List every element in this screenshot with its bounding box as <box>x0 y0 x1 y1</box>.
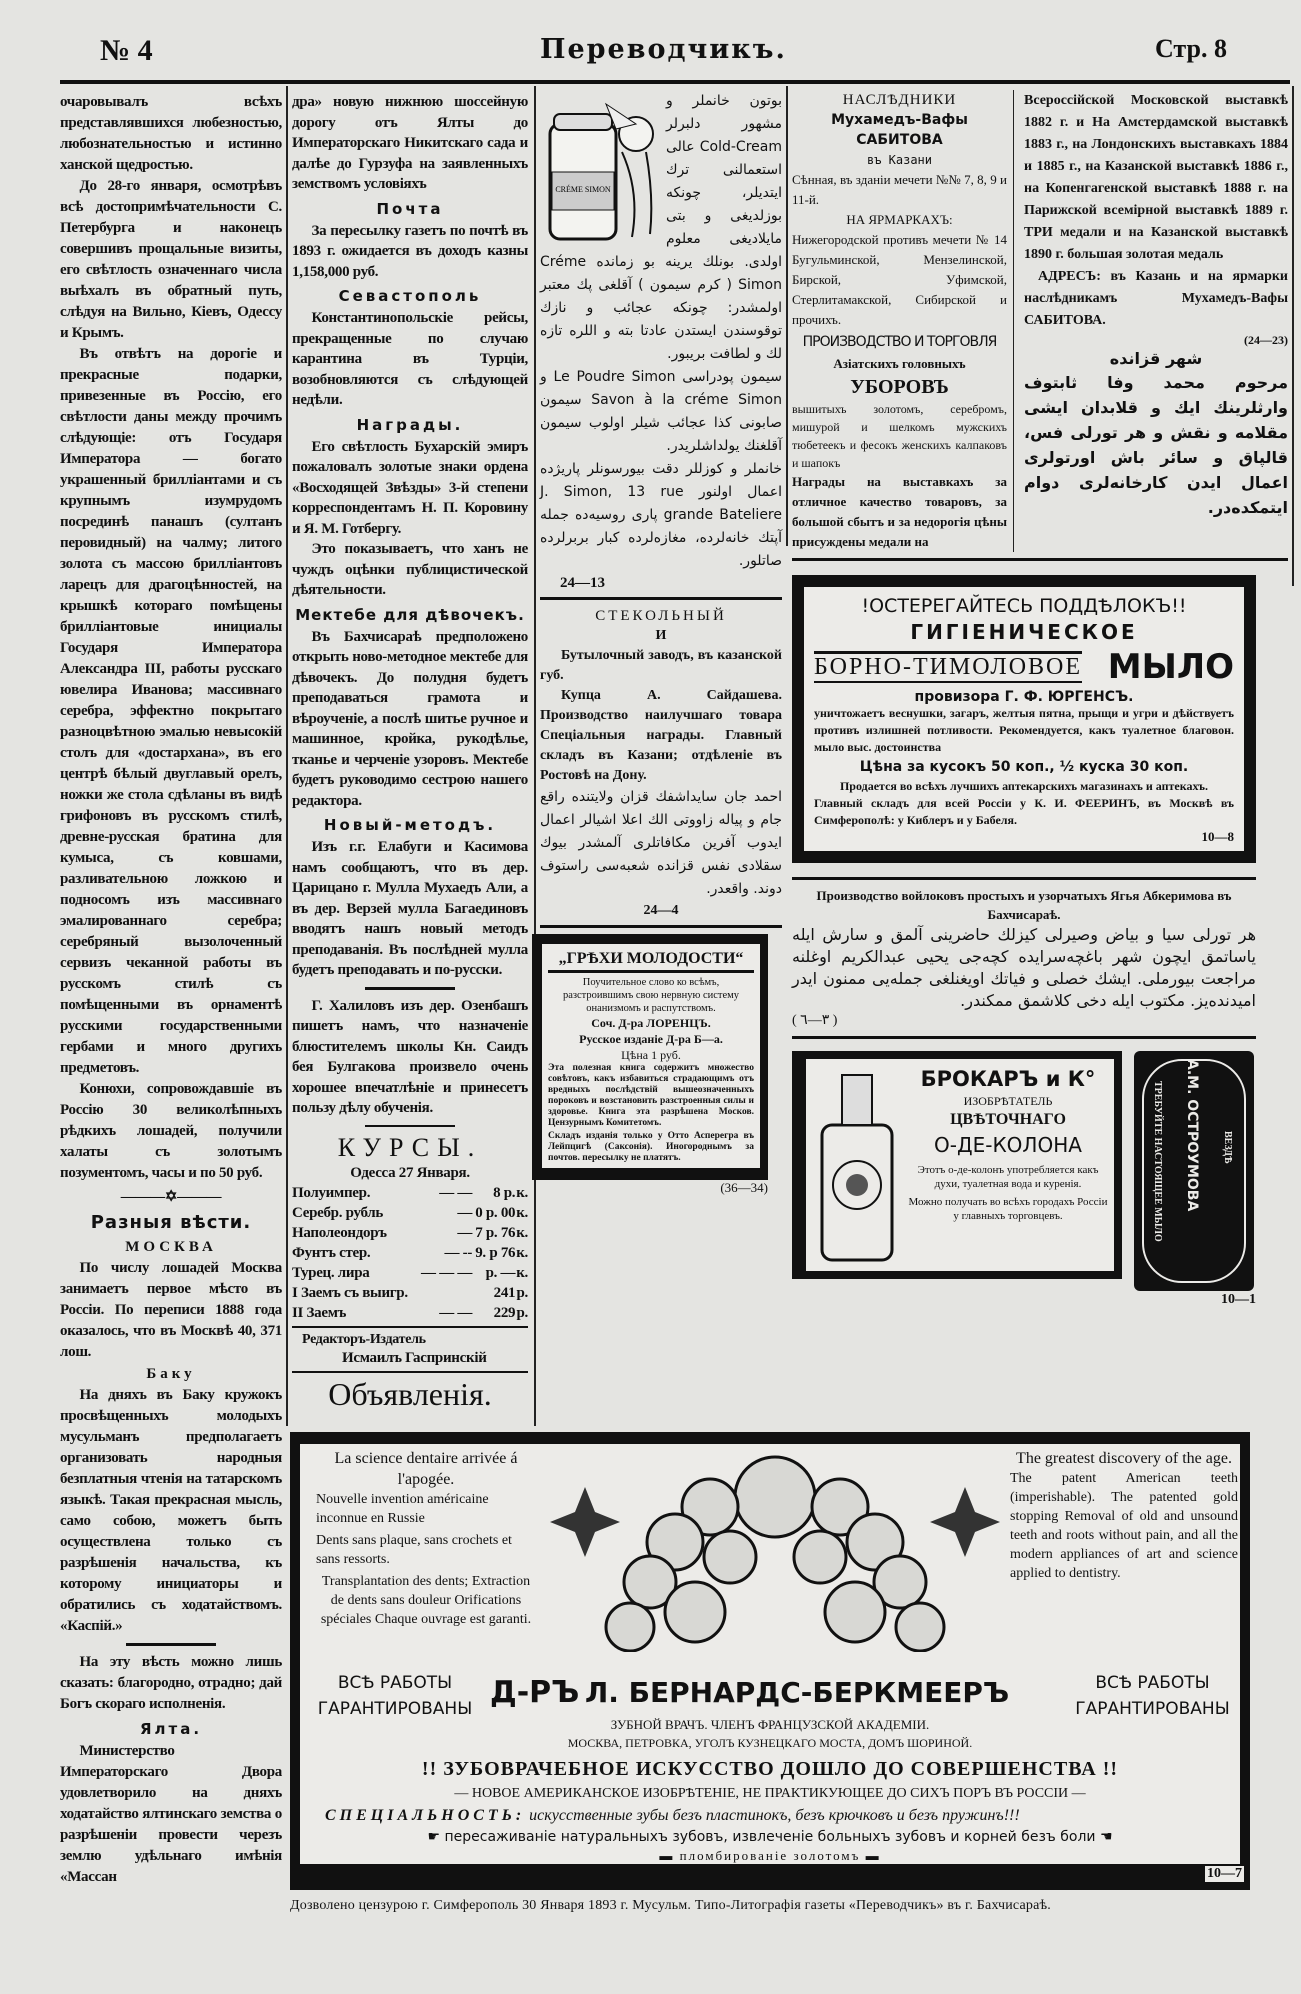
glass-title: СТЕКОЛЬНЫЙ <box>595 608 727 624</box>
rate-row <box>292 1223 528 1243</box>
censorship-footer: Дозволено цензурою г. Симферополь 30 Января 1893 г. Мусульм. Типо-Литографія газеты «Переводчикъ» въ г. Бахчисараѣ. <box>290 1898 1051 1913</box>
medal <box>665 1582 725 1642</box>
guarantee-right: ВСѢ РАБОТЫ ГАРАНТИРОВАНЫ <box>1075 1673 1230 1719</box>
soap-sold: Продается во всѣхъ лучшихъ аптекарскихъ магазинахъ и аптекахъ. <box>839 779 1209 793</box>
ad-code: (36—34) <box>720 1180 768 1195</box>
sabitov-address-line: АДРЕСЪ: въ Казань и на ярмарки наслѣдникамъ Мухамедъ-Вафы САБИТОВА. <box>1024 269 1288 328</box>
soap-warning: !ОСТЕРЕГАЙТЕСЬ ПОДДѢЛОКЪ!! <box>861 595 1187 617</box>
rates-date: Одесса 27 Января. <box>350 1164 470 1181</box>
rate-name: Наполеондоръ <box>292 1225 387 1241</box>
heading-sevastopol: Севастополь <box>338 287 482 305</box>
felt-ad <box>792 886 1256 1030</box>
french-line: Dents sans plaque, sans crochets et sans ressorts. <box>316 1533 512 1567</box>
divider <box>792 1036 1256 1039</box>
rate-name: Серебр. рубль <box>292 1205 384 1221</box>
specialty-label: СПЕЦІАЛЬНОСТЬ: <box>325 1807 526 1824</box>
felt-title: Производство войлоковъ простыхъ и узорчатыхъ Ягья Абкеримова въ Бахчисараѣ. <box>816 888 1232 922</box>
subheading-baku: Баку <box>146 1366 196 1382</box>
rate-unit: к. <box>516 1185 528 1201</box>
rate-unit: к. <box>516 1225 528 1241</box>
sabitov-hats: УБОРОВЪ <box>850 376 949 398</box>
rate-unit: к. <box>516 1245 528 1261</box>
divider <box>792 558 1288 561</box>
cologne-text <box>908 1065 1108 1265</box>
glass-arabic-text: احمد جان سایداشفك قزان ولایتنده راقع جام و پیاله زاووتی الك اعلا اشیالر اعمال ایدوب آفرین مكافاتلری آلمشدر بیوك سقلادی نفس قزانده شعبه‌سی راستوف دوند. واقعدر. <box>540 789 782 897</box>
exchange-rates-table <box>292 1183 528 1323</box>
book-title: „ГРѢХИ МОЛОДОСТИ“ <box>548 948 754 973</box>
column-divider <box>786 86 788 546</box>
article-paragraph: очаровывалъ всѣхъ представлявшихся любезностью, любознательностью и истинно ханской щедростью. <box>60 94 282 173</box>
soap-type: БОРНО-ТИМОЛОВОЕ <box>814 651 1082 683</box>
divider <box>365 987 455 990</box>
rate-value: 7 р. 76 <box>475 1225 516 1241</box>
medal <box>704 1531 756 1583</box>
ad-code: (24—23) <box>1244 333 1288 347</box>
editor-label: Редакторъ-Издатель <box>302 1332 426 1347</box>
transplant-text: пересаживаніе натуральныхъ зубовъ, извлеченіе больныхъ зубовъ и корней безъ боли <box>444 1829 1096 1845</box>
article-paragraph: На эту вѣсть можно лишь сказать: благородно, отрадно; дай Богъ скораго исполненія. <box>60 1654 282 1712</box>
editor-name: Исмаилъ Гаспринскій <box>342 1350 487 1366</box>
glass-text: Купца А. Сайдашева. Производство наилучшаго товара Спеціальныя награды. Главный складъ въ Казани; отдѣленіе въ Ростовѣ на Дону. <box>540 688 782 783</box>
english-line: The patent American teeth (imperishable). The patented gold stopping Removal of old and unsound teeth and roots without pain, and all the modern appliances of art and science applied to dentistry. <box>1010 1471 1238 1581</box>
heading-post: Почта <box>376 199 444 218</box>
rate-dash: — <box>457 1205 473 1221</box>
rate-row <box>292 1283 528 1303</box>
french-line: Transplantation des dents; Extraction de dents sans douleur Orifications spéciales Chaque ouvrage est garanti. <box>320 1574 532 1627</box>
subheading-yalta: Ялта. <box>139 1720 203 1738</box>
sabitov-city: въ Казани <box>866 153 933 167</box>
divider <box>292 1371 528 1373</box>
ad-code: 10—8 <box>1201 829 1234 844</box>
french-text <box>316 1448 536 1629</box>
simon-ad-text: سیمون پودراسی Le Poudre Simon و Savon à la créme Simon سیمون صابونی كذا عجائب شیلر اولوب سیمون آقلغنك یولداشلریدر. <box>540 369 782 454</box>
heading-new-method: Новый-методъ. <box>323 816 497 834</box>
rate-value: 241 <box>493 1285 516 1301</box>
sins-of-youth-ad <box>532 934 768 1180</box>
article-paragraph: Въ Бахчисараѣ предположено открыть ново-методное мектебе для дѣвочекъ. До полудня будетъ преподаваться грамота и вѣроученіе, а послѣ шитье ручное и машинное, кройка, рукодѣлье, тканье и черченіе узоровъ. Мектебе будетъ руководимо сестрою нашего редактора. <box>292 628 528 809</box>
rate-unit: к. <box>516 1205 528 1221</box>
doctor-address: МОСКВА, ПЕТРОВКА, УГОЛЪ КУЗНЕЦКАГО МОСТА, ДОМЪ ШОРИНОЙ. <box>567 1736 973 1750</box>
soap-maker: провизора Г. Ф. ЮРГЕНСЪ. <box>914 689 1134 705</box>
newspaper-title: Переводчикъ. <box>540 34 787 65</box>
pointing-hand-icon: ☛ <box>427 1829 445 1845</box>
cologne-where: Можно получать во всѣхъ городахъ Россіи у главныхъ торговцевъ. <box>908 1196 1108 1222</box>
article-paragraph: дра» новую нижнюю шоссейную дорогу отъ Ялты до Императорскаго Никитскаго сада и далѣе до Гурзуфа на заявленныхъ земствомъ условіяхъ <box>292 94 528 192</box>
sabitov-awards-list: Всероссійской Московской выставкѣ 1882 г. и На Амстердамской выставкѣ 1883 г., на Лондонскихъ выставкахъ 1884 и 1885 г., на Казанской выставкѣ 1886 г., на Копенгагенской выставкѣ 1888 г. на Парижской всемірной выставкѣ 1889 г. ТРИ медали и на Казанской выставкѣ 1890 г. большая золотая медаль <box>1024 93 1288 262</box>
sabitov-ad-right <box>1024 90 1288 552</box>
rate-value: р. — <box>485 1265 516 1281</box>
doctor-title: ЗУБНОЙ ВРАЧЪ. ЧЛЕНЪ ФРАНЦУЗСКОЙ АКАДЕМІИ. <box>610 1717 930 1732</box>
rate-unit: р. <box>516 1305 528 1321</box>
order-star <box>550 1487 620 1557</box>
rate-value: 9. р 76 <box>475 1245 516 1261</box>
divider <box>540 925 782 928</box>
french-title: La science dentaire arrivée á l'apogée. <box>334 1450 518 1488</box>
brocard-cologne-ad <box>792 1051 1122 1279</box>
rate-value: 8 р. <box>493 1185 516 1201</box>
article-paragraph: Изъ г.г. Елабуги и Касимова намъ сообщаютъ, что въ дер. Царицано г. Мулла Мухаедъ Али, а въ дер. Верзей мулла Багаединовъ вводятъ нашъ новый методъ преподаванія. Въ послѣдней мулла будетъ преподавать и по-русски. <box>292 839 528 978</box>
book-price: Цѣна 1 руб. <box>621 1048 681 1062</box>
order-star <box>930 1487 1000 1557</box>
divider <box>292 1326 528 1328</box>
section-heading-news: Разныя вѣсти. <box>90 1212 252 1233</box>
announcements-heading: Объявленія. <box>328 1376 492 1412</box>
book-edition: Русское изданіе Д-ра Б—а. <box>579 1032 723 1046</box>
glass-and: И <box>655 628 667 643</box>
rate-name: II Заемъ <box>292 1305 347 1321</box>
article-paragraph: Министерство Императорскаго Двора удовлетворило на дняхъ ходатайство ялтинскаго земства о разрѣшеніи провести черезъ землю удѣльнаго имѣнія «Массан <box>60 1743 282 1885</box>
english-text <box>1010 1448 1238 1583</box>
soap-price: Цѣна за кусокъ 50 коп., ½ куска 30 коп. <box>859 759 1189 775</box>
column-3 <box>540 90 782 1196</box>
book-text: Эта полезная книга содержитъ множество совѣтовъ, какъ избавиться страдающимъ отъ вредныхъ послѣдствій вышеозначенныхъ пороковъ и возстановить разстроенныя силы и здоровье. Книга эта разрѣшена Москов. Цензурнымъ Комитетомъ. <box>548 1063 754 1128</box>
article-paragraph: Г. Халиловъ изъ дер. Озенбашъ пишетъ намъ, что назначеніе блюстителемъ школы Кн. Саидъ бея Булгакова произвело очень хорошее впечатлѣніе и принесетъ пользу дѣлу обученія. <box>292 997 528 1116</box>
soap-hygienic: ГИГІЕНИЧЕСКОЕ <box>910 620 1138 644</box>
page-number: Стр. 8 <box>1155 34 1227 63</box>
rate-row <box>292 1243 528 1263</box>
sabitov-arabic-text: مرحوم محمد وفا ثابتوف وارثلرینك ایك و قلابدان ایشی مقلامه و نقش و هر تورلی فس، قالپاق و سائر باش اورتولری اعمال ایدن كارخانه‌لری دوام ایتمكده‌در. <box>1024 373 1288 517</box>
cologne-desc: Этотъ о-де-колонъ употребляется какъ духи, туалетная вода и куренія. <box>917 1164 1099 1190</box>
english-title: The greatest discovery of the age. <box>1016 1450 1232 1467</box>
cream-jar-cupid-illustration <box>540 94 660 244</box>
star-ornament-divider: ———✡——— <box>120 1189 222 1205</box>
cologne-inventor: ИЗОБРѢТАТЕЛЬ <box>963 1094 1053 1108</box>
rate-name: Полуимпер. <box>292 1185 371 1201</box>
issue-number: № 4 <box>100 34 153 67</box>
article-paragraph: Конюхи, сопровождавшіе въ Россію 30 великолѣпныхъ рѣдкихъ лошадей, получили халаты съ золотымъ позументомъ, часы и по 50 руб. <box>60 1081 282 1181</box>
article-paragraph: Константинопольскіе рейсы, прекращенные по случаю карантина въ Турціи, возобновляются съ слѣдующей недѣли. <box>292 310 528 408</box>
ad-code: 10—7 <box>1207 1866 1242 1881</box>
heading-awards: Награды. <box>356 415 464 434</box>
sabitov-fairs: Нижегородской противъ мечети № 14 Бугульминской, Мензелинской, Бирской, Уфимской, Стерлитамакской, Сибирской и прочихъ. <box>792 232 1007 327</box>
rate-value: 0 р. 00 <box>475 1205 516 1221</box>
cologne-brand: БРОКАРЪ и К° <box>920 1067 1096 1091</box>
sabitov-fairs-heading: НА ЯРМАРКАХЪ: <box>846 212 953 227</box>
medal <box>896 1603 944 1651</box>
rate-dash: — — <box>439 1185 473 1201</box>
sabitov-asian: Азіатскихъ головныхъ <box>833 356 966 371</box>
article-paragraph: Въ отвѣтъ на дорогіе и прекрасные подарки, привезенные въ Россію, его свѣтлости даны между прочимъ слѣдующіе: отъ Государя Императора — богато украшенный брилліантами и съ крупнымъ изумрудомъ посрединѣ панашъ (султанъ перовидный) на чалму; литого золота съ массою брилліантовъ ларецъ для драгоцѣнностей, на крышкѣ котораго помѣщены брилліантовые инициалы Государя Императора Александра III, работы русскаго ювелира Иванова; массивнаго серебра, эффектно покрытаго разноцвѣтною эмалью невысокій столъ для «достархана», въ его центрѣ бѣлый двуглавый орелъ, ножки же стола сдѣланы въ видѣ грифоновъ въ русскомъ стилѣ, древне-русская братина для кумыса, съ ковшами, разливательною ложкою и подносомъ изъ массивнаго эмалированнаго серебра; серебряный вызолоченный сервизъ чеканной работы въ русскомъ стилѣ съ помѣщенными въ орнаментѣ русскими государственными гербами и много другихъ предметовъ. <box>60 346 282 1076</box>
rate-name: Фунтъ стер. <box>292 1245 371 1261</box>
article-paragraph: За пересылку газетъ по почтѣ въ 1893 г. ожидается въ доходъ казны 1,158,000 руб. <box>292 222 528 280</box>
specialty-line <box>325 1805 1235 1826</box>
medals-illustration <box>545 1452 1005 1652</box>
cologne-name: О-ДЕ-КОЛОНА <box>934 1133 1082 1157</box>
rate-value: 229 <box>493 1305 516 1321</box>
book-author: Соч. Д-ра ЛОРЕНЦЪ. <box>591 1016 711 1030</box>
rate-name: I Заемъ съ выигр. <box>292 1285 408 1301</box>
divider <box>365 1125 455 1127</box>
glass-text: Бутылочный заводъ, въ казанской губ. <box>540 648 782 683</box>
rate-name: Турец. лира <box>292 1265 370 1281</box>
ad-code: 24—13 <box>560 575 605 591</box>
creme-simon-ad <box>540 90 782 593</box>
soap-description: уничтожаетъ веснушки, загаръ, желтыя пятна, прыщи и угри и дѣйствуетъ противъ излишней потливости. Рекомендуется, какъ туалетное благовон. мыло выс. достоинства <box>814 706 1234 754</box>
guarantee-left: ВСѢ РАБОТЫ ГАРАНТИРОВАНЫ <box>317 1673 473 1719</box>
rate-unit: к. <box>516 1265 528 1281</box>
book-text: Складъ изданія только у Отто Асперегра въ Лейпцигѣ (Саксонія). Иногороднымъ за почтов. пересылку не платятъ. <box>548 1131 754 1163</box>
rates-title: КУРСЫ. <box>337 1132 483 1162</box>
glass-factory-ad <box>540 606 782 921</box>
simon-ad-text: بوتون خانملر و مشهور دلبرلر Cold-Cream عالی استعمالنی ترك ایتدیلر، چونکه بوزلدیغی و بتی مایلادیغی معلوم اولدی. بونلك یرینه بو زمانده Créme Simon ( كرم سیمون ) آقلغی پك معتبر اولمشدر: چونکه عجائب و نازك توقوسندن ایستدن عادتا بته و اللره تازه لك و لطافت بریبور. <box>540 93 782 362</box>
rate-dash: — <box>457 1225 473 1241</box>
rate-unit: р. <box>516 1285 528 1301</box>
rate-dash: — — — <box>421 1265 473 1281</box>
gold-filling-line: ▬ пломбированіе золотомъ ▬ <box>659 1848 881 1863</box>
sabitov-name: Мухамедъ-Вафы САБИТОВА <box>831 112 968 148</box>
simon-ad-text: خانملر و كوزللر دقت بیورسونلر پاریژده اعمال اولنور J. Simon, 13 rue grande Bateliere پاری روسیه‌ده جمله آپتك خانه‌لرده، مغازه‌لرده كبار بربرلرده صاتلور. <box>540 461 782 569</box>
column-divider <box>534 86 536 1426</box>
subheading-moscow: МОСКВА <box>125 1239 217 1255</box>
rate-dash: — -- <box>444 1245 473 1261</box>
ad-code: ( ٣—٦ ) <box>792 1013 838 1028</box>
medal <box>794 1531 846 1583</box>
article-paragraph: По числу лошадей Москва занимаетъ первое мѣсто въ Россіи. По переписи 1888 года оказалось, что въ Москвѣ 40, 371 лош. <box>60 1260 282 1360</box>
book-description: Поучительное слово ко всѣмъ, разстроившимъ свою нервную систему онанизмомъ и распутствомъ. <box>562 977 740 1014</box>
ostroumov-demand: ТРЕБУЙТЕ НАСТОЯЩЕЕ МЫЛО <box>1152 1081 1163 1242</box>
medal <box>735 1457 815 1537</box>
sabitov-address: Сѣнная, въ зданіи мечети №№ 7, 8, 9 и 11-й. <box>792 172 1007 207</box>
transplant-line <box>300 1828 1240 1847</box>
star-icon: ✡ <box>164 1189 178 1205</box>
sabitov-production: ПРОИЗВОДСТВО И ТОРГОВЛЯ <box>802 334 997 350</box>
rate-row <box>292 1183 528 1203</box>
divider <box>792 877 1256 880</box>
dentist-ad <box>290 1432 1250 1890</box>
rate-row <box>292 1203 528 1223</box>
ostroumov-name: А.М. ОСТРОУМОВА <box>1184 1059 1200 1212</box>
header-rule <box>60 80 1290 84</box>
rate-dash <box>417 1283 472 1303</box>
medal <box>825 1582 885 1642</box>
rate-dash: — — <box>439 1305 473 1321</box>
article-paragraph: На дняхъ въ Баку кружокъ просвѣщенныхъ молодыхъ мусульманъ предполагаетъ организовать народныя безплатныя чтенія на татарскомъ языкѣ. Такая прекрасная мысль, само собою, можетъ быть осуществлена только съ разрѣшенія начальства, къ которому инициаторы и обратились съ ходатайствомъ. «Каспій.» <box>60 1387 282 1634</box>
soap-store: Главный складъ для всей Россіи у К. И. ФЕЕРИНЪ, въ Москвѣ въ Симферополѣ: у Киблеръ и у Бабеля. <box>814 796 1234 827</box>
cologne-bottle-illustration <box>812 1065 902 1265</box>
divider <box>540 597 782 600</box>
article-paragraph: Это показываетъ, что ханъ не чуждъ оцѣнки публицистической дѣятельности. <box>292 541 528 598</box>
bottom-ads-row <box>792 1051 1288 1309</box>
divider <box>126 1643 216 1646</box>
pointing-hand-icon: ☚ <box>1095 1829 1113 1845</box>
column-divider <box>1292 86 1294 586</box>
right-ads-region <box>792 90 1288 1309</box>
doctor-name: Л. БЕРНАРДС-БЕРКМЕЕРЪ <box>585 1676 1010 1709</box>
sabitov-heirs: НАСЛѢДНИКИ <box>842 92 957 108</box>
ad-code: 10—1 <box>1221 1292 1256 1307</box>
column-2 <box>292 92 528 1412</box>
rate-row <box>292 1263 528 1283</box>
article-paragraph: Его свѣтлость Бухарскій эмиръ пожаловалъ золотые знаки ордена «Восходящей Звѣзды» 3-й степени корреспондентамъ Н. П. Коровину и Я. М. Готбергу. <box>292 438 528 537</box>
ostroumov-soap-ad <box>1134 1051 1254 1291</box>
sabitov-desc: вышитыхъ золотомъ, серебромъ, мишурой и шелкомъ мужскихъ тюбетеекъ и фесокъ женскихъ калпаковъ и шапокъ <box>792 402 1007 470</box>
ostroumov-column <box>1134 1051 1256 1309</box>
heading-mektebe: Мектебе для дѣвочекъ. <box>295 605 525 624</box>
gold-filling-text: пломбированіе золотомъ <box>679 1848 861 1863</box>
soap-word: МЫЛО <box>1107 647 1234 687</box>
sabitov-ad-left <box>792 90 1014 552</box>
rate-row <box>292 1303 528 1323</box>
cologne-flower: ЦВѢТОЧНАГО <box>950 1111 1066 1128</box>
article-paragraph: До 28-го января, осмотрѣвъ всѣ достопримѣчательности С. Петербурга и наконецъ совершивъ прощальные визиты, его свѣтлость означеннаго числа выѣхалъ въ обратный путь, слѣдуя на Вильно, Кіевъ, Одессу и Крымъ. <box>60 178 282 341</box>
sabitov-ad <box>792 90 1288 552</box>
ostroumov-everywhere: ВЕЗДѢ <box>1222 1131 1233 1164</box>
sabitov-awards: Награды на выставкахъ за отличное качество товаровъ, за большой сбытъ и за недорогія цѣны присуждены медали на <box>792 474 1007 549</box>
medal <box>606 1603 654 1651</box>
dentist-slogan: !! ЗУБОВРАЧЕБНОЕ ИСКУССТВО ДОШЛО ДО СОВЕРШЕНСТВА !! <box>421 1758 1119 1780</box>
sabitov-arabic-title: شهر قزانده <box>1109 349 1203 368</box>
felt-arabic-text: هر تورلی سیا و بیاض وصیرلی كیزلك حاضرینی آلمق و سارش ایله یاساتمق ایچون شهر باغچه‌سرایده كچه‌جی یحیی عبدالكریم اوغلنه مراجعت بیورملی. ایشك خصلی و فیاتك اویغنلغی جمله‌یی ممنون ایدر امیدنده‌یز. مكتوب ایله دخی كلاشمق ممكندر. <box>792 925 1256 1010</box>
specialty-text: искусственные зубы безъ пластинокъ, безъ крючковъ и безъ пружинъ!!! <box>529 1807 1020 1824</box>
dentist-new: — НОВОЕ АМЕРИКАНСКОЕ ИЗОБРѢТЕНІЕ, НЕ ПРАКТИКУЮЩЕЕ ДО СИХЪ ПОРЪ ВЪ РОССІИ — <box>454 1786 1086 1801</box>
french-line: Nouvelle invention américaine inconnue en Russie <box>316 1492 489 1526</box>
ad-code: 24—4 <box>643 903 679 918</box>
soap-ad <box>792 575 1256 863</box>
column-divider <box>286 86 288 1426</box>
doctor-prefix: Д-РЪ <box>490 1675 580 1710</box>
column-1 <box>60 92 282 1888</box>
jar-label: CRÉME SIMON <box>555 185 611 194</box>
